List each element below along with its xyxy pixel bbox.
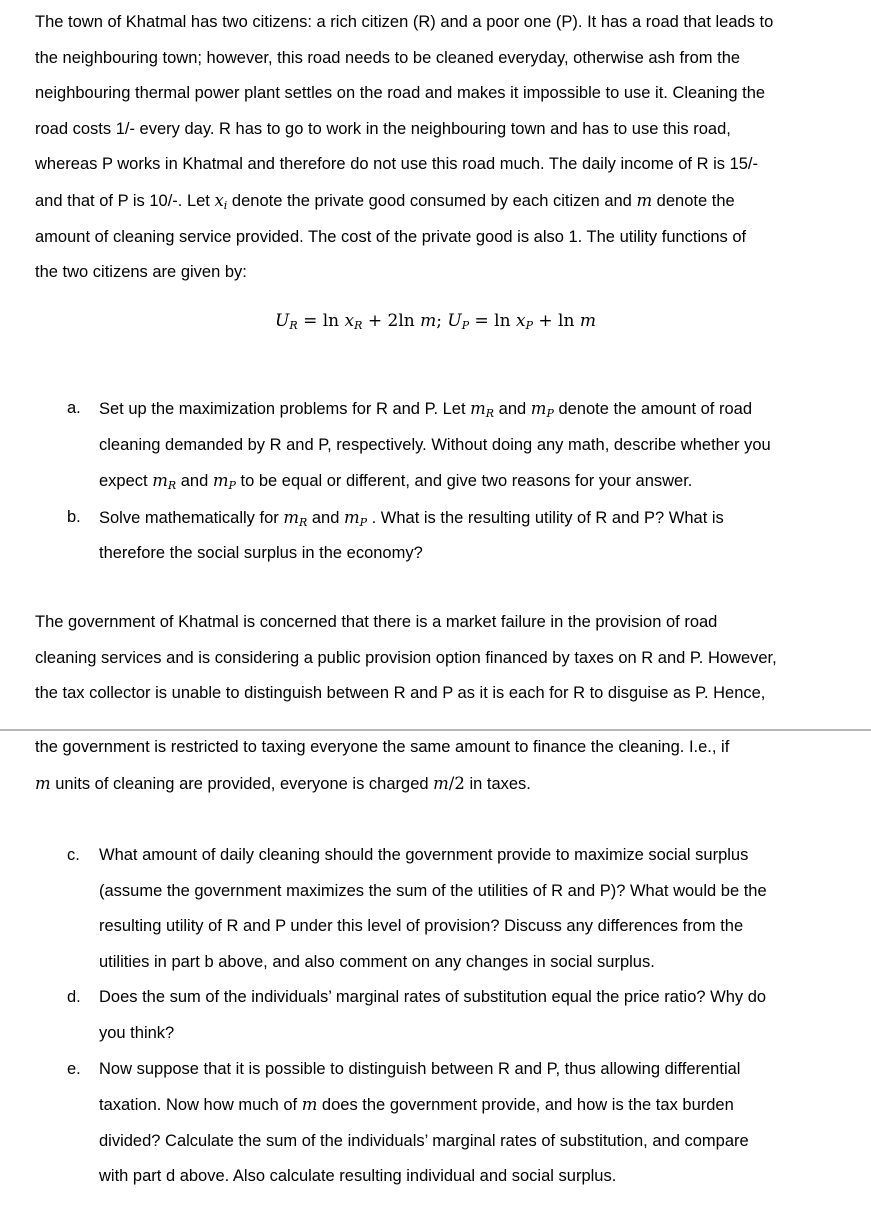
math-op: + [362, 311, 388, 331]
item-line: Does the sum of the individuals’ marginal rates of substitution equal the price ratio? Why do [99, 988, 767, 1007]
math-var: m [152, 471, 168, 491]
math-fn: ln [398, 311, 415, 331]
math-fn: ln [558, 311, 575, 331]
item-line: Now suppose that it is possible to distinguish between R and P, thus allowing differential [99, 1059, 741, 1078]
text: taxation. Now how much of [99, 1096, 302, 1115]
math-sub: R [485, 407, 495, 420]
math-var: m [283, 507, 299, 527]
intro-line: The town of Khatmal has two citizens: a rich citizen (R) and a poor one (P). It has a road that leads to [35, 13, 774, 31]
middle-paragraph-top [35, 605, 840, 712]
question-list-ab [67, 391, 847, 572]
math-var: m [579, 311, 596, 331]
text: in taxes. [464, 774, 531, 793]
math-num: 2 [387, 311, 399, 331]
math-sub: R [298, 515, 308, 529]
math-op: = [469, 311, 495, 331]
text: denote the amount of road [553, 400, 753, 418]
intro-line: amount of cleaning service provided. The cost of the private good is also 1. The utility functions of [35, 227, 747, 246]
math-sub: i [223, 198, 228, 212]
item-line: resulting utility of R and P under this level of provision? Discuss any differences from the [99, 917, 744, 936]
math-sub: P [525, 319, 533, 332]
intro-line: the two citizens are given by: [35, 263, 247, 282]
item-line: What amount of daily cleaning should the government provide to maximize social surplus [99, 846, 749, 864]
math-sub: P [546, 407, 554, 420]
math-sep: ; [436, 311, 448, 331]
math-sub: P [228, 479, 236, 493]
math-op: = [297, 311, 323, 331]
item-line [99, 391, 847, 428]
item-marker: a. [67, 399, 81, 417]
middle-line: the government is restricted to taxing everyone the same amount to finance the cleaning. I.e., if [35, 738, 730, 756]
item-line: divided? Calculate the sum of the individuals’ marginal rates of substitution, and compare [99, 1131, 749, 1150]
intro-line: road costs 1/- every day. R has to go to work in the neighbouring town and has to use this road, [35, 119, 731, 138]
utility-equation [0, 311, 871, 331]
intro-line: neighbouring thermal power plant settles on the road and makes it impossible to use it. Cleaning the [35, 84, 766, 103]
intro-line: whereas P works in Khatmal and therefore do not use this road much. The daily income of R is 15/- [35, 155, 759, 174]
text: expect [99, 472, 153, 491]
math-var: x [515, 311, 526, 331]
middle-line: cleaning services and is considering a public provision option financed by taxes on R and P. However, [35, 648, 777, 667]
math-var: U [275, 311, 290, 331]
intro-line [35, 183, 840, 220]
item-line: utilities in part b above, and also comment on any changes in social surplus. [99, 952, 655, 971]
item-line: with part d above. Also calculate resulting individual and social surplus. [99, 1167, 617, 1186]
item-line [99, 1087, 847, 1124]
math-var: m [636, 190, 653, 210]
math-fn: ln [494, 311, 511, 331]
text: denote the private good consumed by each citizen and [227, 191, 637, 210]
question-item-e [67, 1052, 847, 1195]
item-line: cleaning demanded by R and P, respectively. Without doing any math, describe whether you [99, 435, 771, 454]
intro-line: the neighbouring town; however, this road needs to be cleaned everyday, otherwise ash from the [35, 48, 741, 67]
item-line: therefore the social surplus in the economy? [99, 544, 423, 563]
question-item-d [67, 980, 847, 1051]
item-marker: c. [67, 846, 80, 864]
math-var: x [344, 311, 355, 331]
text: does the government provide, and how is the tax burden [317, 1096, 734, 1115]
math-sub: R [289, 319, 298, 332]
math-frac: /2 [448, 773, 465, 793]
math-var: m [530, 399, 547, 418]
text: denote the [652, 191, 735, 210]
question-item-c [67, 838, 847, 980]
middle-line: The government of Khatmal is concerned that there is a market failure in the provision of road [35, 613, 718, 631]
text: and [307, 508, 344, 527]
text: and [176, 472, 213, 491]
math-sub: R [167, 479, 177, 493]
item-line: you think? [99, 1023, 175, 1042]
math-var: m [35, 773, 51, 793]
item-line [99, 500, 847, 537]
item-line: (assume the government maximizes the sum of the utilities of R and P)? What would be the [99, 881, 767, 900]
math-var: x [214, 190, 224, 210]
middle-line [35, 766, 840, 803]
math-sub: P [461, 319, 470, 332]
text: units of cleaning are provided, everyone is charged [50, 774, 434, 793]
math-var: U [447, 311, 462, 331]
math-var: m [301, 1095, 318, 1115]
item-marker: e. [67, 1059, 81, 1078]
intro-paragraph [35, 5, 840, 291]
math-fn: ln [322, 311, 340, 331]
text: Set up the maximization problems for R and P. Let [99, 400, 471, 418]
text: Solve mathematically for [99, 508, 284, 527]
math-var: m [470, 399, 486, 418]
math-var: m [343, 507, 360, 527]
question-item-a [67, 391, 847, 500]
math-var: m [212, 471, 229, 491]
math-var: m [420, 311, 437, 331]
middle-paragraph-bottom [35, 730, 840, 802]
question-item-b [67, 500, 847, 572]
item-marker: b. [67, 507, 81, 526]
item-marker: d. [67, 988, 81, 1007]
math-op: + [532, 311, 559, 331]
text: and that of P is 10/-. Let [35, 191, 215, 210]
math-var: m [433, 773, 449, 793]
text: to be equal or different, and give two reasons for your answer. [235, 472, 693, 491]
middle-line: the tax collector is unable to distinguish between R and P as it is each for R to disguise as P. Hence, [35, 684, 766, 703]
text: and [494, 400, 531, 418]
text: . What is the resulting utility of R and P? What is [367, 508, 724, 527]
question-list-ce [67, 838, 847, 1195]
math-sub: R [354, 319, 363, 332]
item-line [99, 463, 847, 500]
math-sub: P [359, 515, 368, 529]
